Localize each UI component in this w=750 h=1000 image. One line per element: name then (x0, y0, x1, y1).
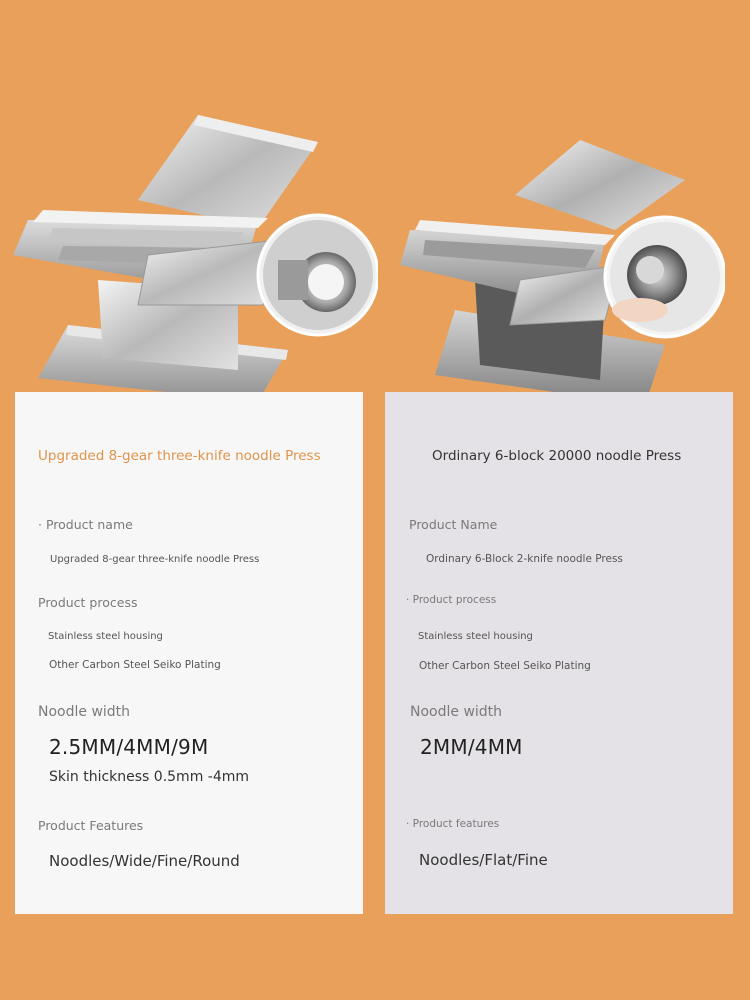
noodle-width-label: Noodle width (410, 704, 503, 720)
product-name-value: Upgraded 8-gear three-knife noodle Press (50, 554, 260, 565)
process-item: Stainless steel housing (418, 631, 533, 642)
process-item: Other Carbon Steel Seiko Plating (419, 660, 591, 672)
skin-thickness: Skin thickness 0.5mm -4mm (49, 769, 250, 785)
product-name-label: · Product name (38, 517, 133, 532)
noodle-width-value: 2MM/4MM (420, 735, 523, 759)
noodle-width-label: Noodle width (38, 704, 131, 720)
product-process-label: Product process (38, 595, 138, 610)
product-features-value: Noodles/Flat/Fine (419, 851, 548, 869)
noodle-width-value: 2.5MM/4MM/9M (49, 735, 209, 759)
upgraded-press-card (15, 392, 363, 914)
process-item: Stainless steel housing (48, 631, 163, 642)
product-features-label: Product Features (38, 818, 144, 833)
card-title: Upgraded 8-gear three-knife noodle Press (38, 448, 321, 464)
process-item: Other Carbon Steel Seiko Plating (49, 659, 221, 671)
ordinary-noodle-press-image (395, 140, 725, 410)
ordinary-press-card (385, 392, 733, 914)
product-features-value: Noodles/Wide/Fine/Round (49, 852, 240, 870)
card-title: Ordinary 6-block 20000 noodle Press (432, 448, 682, 464)
product-name-label: Product Name (409, 517, 498, 532)
product-name-value: Ordinary 6-Block 2-knife noodle Press (426, 553, 623, 565)
product-features-label: · Product features (406, 818, 500, 830)
product-process-label: · Product process (406, 594, 497, 606)
upgraded-noodle-press-image (8, 110, 378, 410)
